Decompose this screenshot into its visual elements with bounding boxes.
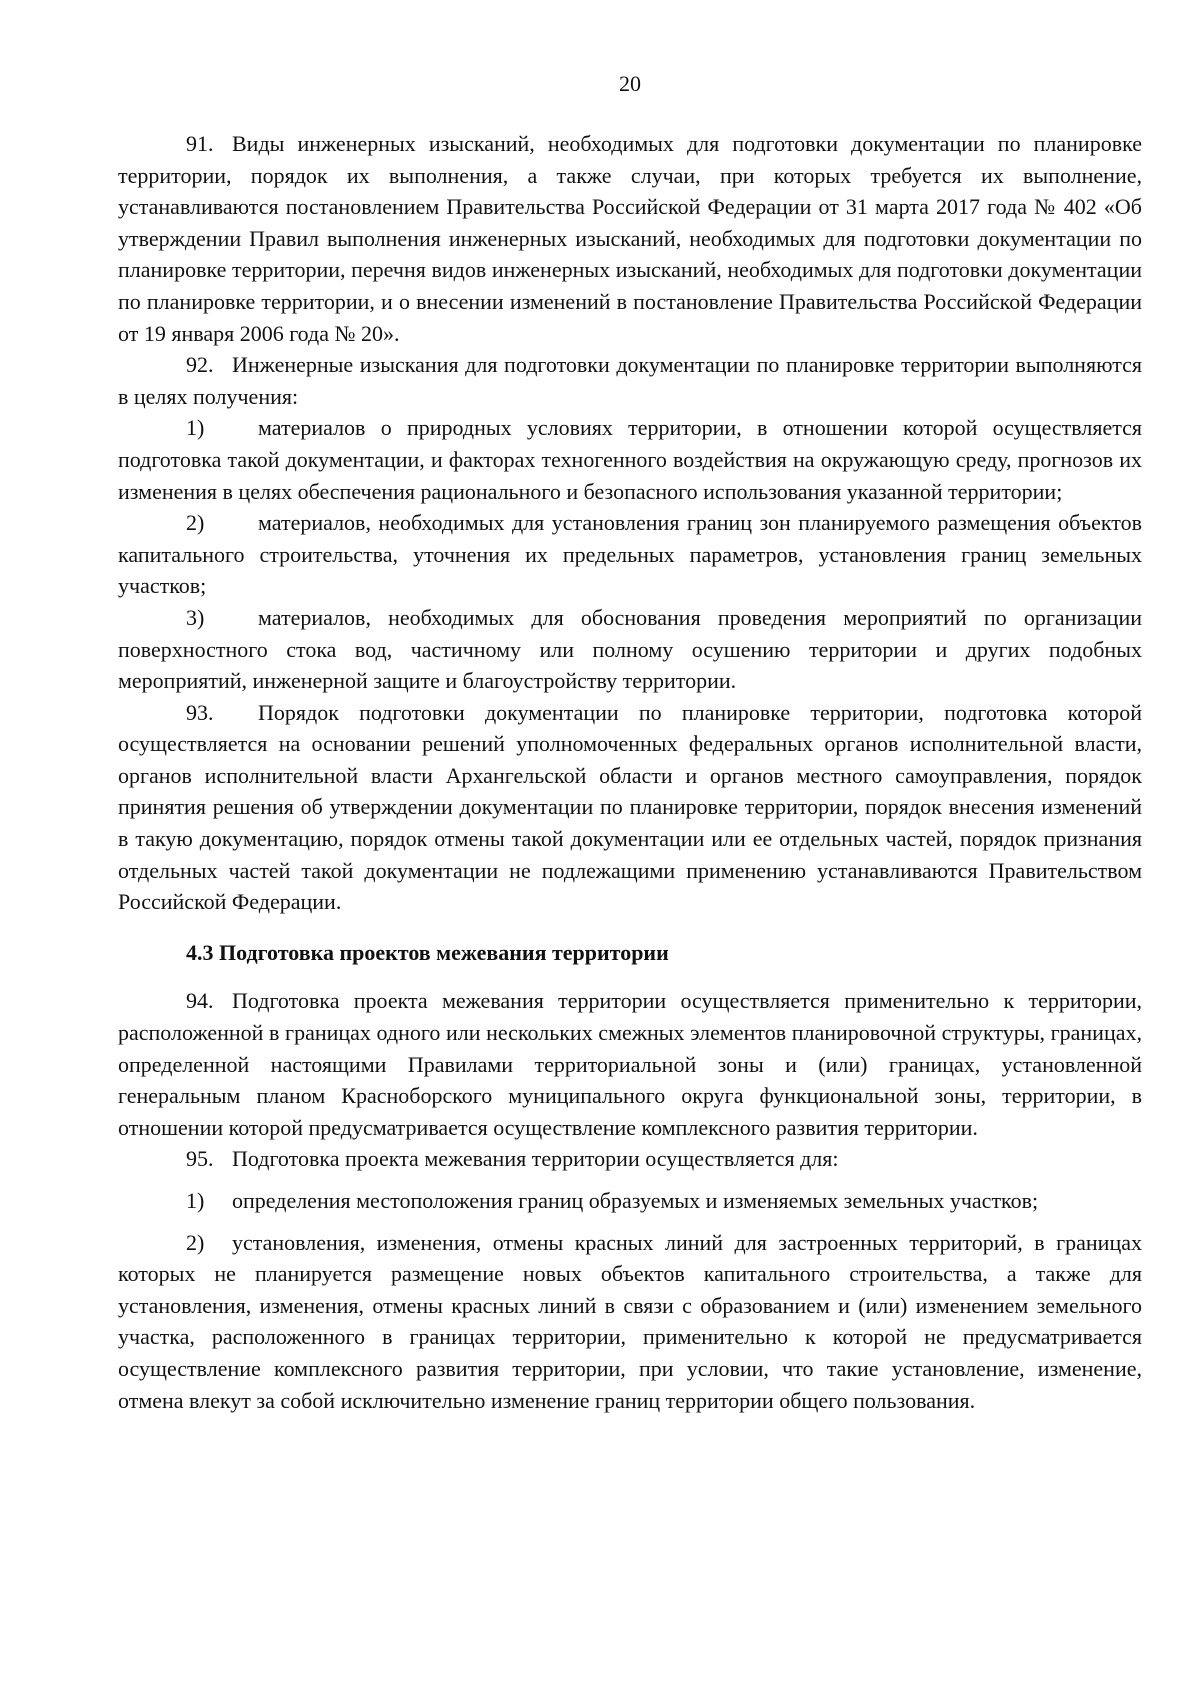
list-item-number: 1) [186,415,205,441]
paragraph-number: 92. [186,352,214,378]
list-item-text: определения местоположения границ образуемых и изменяемых земельных участков; [232,1188,1039,1213]
list-item-text: материалов о природных условиях территории, в отношении которой осуществляется подготовка такой документации, и факторах техногенного воздействия на окружающую среду, прогнозов их изменения в целях обеспечения рационального и безопасного использования указанной территории; [118,415,1142,504]
paragraph-94 [118,985,1142,1143]
list-item-number: 2) [186,1229,205,1255]
list-item-text: материалов, необходимых для обоснования проведения мероприятий по организации поверхностного стока вод, частичному или полному осушению территории и других подобных мероприятий, инженерной защите и благоустройству территории. [118,604,1142,694]
list-item-92-3 [118,602,1142,697]
list-item-number: 2) [186,510,205,536]
paragraph-number: 93. [186,699,214,725]
paragraph-number: 94. [186,988,214,1014]
list-item-92-1 [118,412,1142,507]
list-item-number: 1) [186,1188,205,1213]
paragraph-text: Инженерные изыскания для подготовки документации по планировке территории выполняются в целях получения: [118,352,1142,409]
list-item-number: 3) [186,604,205,630]
paragraph-93 [118,697,1142,918]
list-item-95-2 [118,1227,1142,1417]
document-body [118,128,1142,1416]
paragraph-92 [118,349,1142,412]
section-heading: 4.3 Подготовка проектов межевания территории [186,939,669,965]
paragraph-text: Подготовка проекта межевания территории осуществляется для: [232,1146,839,1172]
list-item-95-1 [118,1185,1142,1217]
paragraph-95 [118,1143,1142,1175]
paragraph-number: 91. [186,131,214,156]
paragraph-number: 95. [186,1146,214,1172]
paragraph-text: Виды инженерных изысканий, необходимых для подготовки документации по планировке территории, порядок их выполнения, а также случаи, при которых требуется их выполнение, устанавливаются постановлением Правительства Российской Федерации от 31 марта 2017 года № 402 «Об утверждении Правил выполнения инженерных изысканий, необходимых для подготовки документации по планировке территории, перечня видов инженерных изысканий, необходимых для подготовки документации по планировке территории, и о внесении изменений в постановление Правительства Российской Федерации от 19 января 2006 года № 20». [118,131,1142,346]
paragraph-text: Порядок подготовки документации по планировке территории, подготовка которой осуществляется на основании решений уполномоченных федеральных органов исполнительной власти, органов исполнительной власти Архангельской области и органов местного самоуправления, порядок принятия решения об утверждении документации по планировке территории, порядок внесения изменений в такую документацию, порядок отмены такой документации или ее отдельных частей, порядок признания отдельных частей такой документации не подлежащими применению устанавливаются Правительством Российской Федерации. [118,699,1142,915]
paragraph-91 [118,128,1142,349]
paragraph-text: Подготовка проекта межевания территории осуществляется применительно к территории, расположенной в границах одного или нескольких смежных элементов планировочной структуры, границах, определенной настоящими Правилами территориальной зоны и (или) границах, установленной генеральным планом Красноборского муниципального округа функциональной зоны, территории, в отношении которой предусматривается осуществление комплексного развития территории. [118,988,1142,1140]
list-item-text: установления, изменения, отмены красных линий для застроенных территорий, в границах которых не планируется размещение новых объектов капитального строительства, а также для установления, изменения, отмены красных линий в связи с образованием и (или) изменением земельного участка, расположенного в границах территории, применительно к которой не предусматривается осуществление комплексного развития территории, при условии, что такие установление, изменение, отмена влекут за собой исключительно изменение границ территории общего пользования. [118,1229,1142,1413]
page-number: 20 [619,71,641,96]
list-item-92-2 [118,507,1142,602]
list-item-text: материалов, необходимых для установления границ зон планируемого размещения объектов капитального строительства, уточнения их предельных параметров, установления границ земельных участков; [118,510,1142,599]
